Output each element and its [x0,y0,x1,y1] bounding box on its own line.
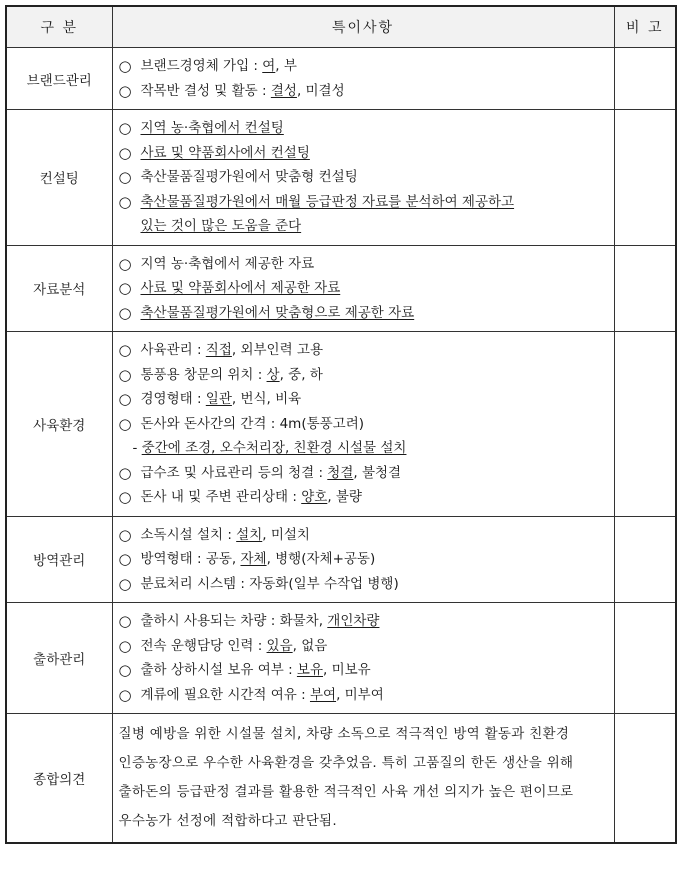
circle-bullet-icon: ○ [118,81,132,100]
category-label: 방역관리 [6,516,112,603]
list-item [119,634,608,659]
dash-marker: - [132,440,138,456]
item-segment: 축산물품질평가원에서 맞춤형 컨설팅 [140,169,358,185]
list-item [119,523,608,548]
circle-bullet-icon: ○ [118,254,132,273]
item-segment: , 부 [275,58,297,74]
item-segment: , 외부인력 고용 [231,342,324,358]
item-text [141,54,297,79]
item-text [141,572,399,597]
item-text [141,141,310,166]
notes-cell [112,332,614,517]
notes-cell [112,245,614,332]
item-segment: 브랜드경영체 가입 : [140,58,263,74]
list-item [119,276,608,301]
item-text [141,276,341,301]
remarks-cell [614,245,676,332]
item-text [141,412,365,437]
header-category: 구 분 [6,6,112,48]
item-text [141,634,328,659]
selected-option: 여 [262,58,276,74]
selected-option: 자체 [240,551,267,567]
summary-label: 종합의견 [6,714,112,844]
item-segment: 돈사와 돈사간의 간격 : 4m(통풍고려) [140,415,365,432]
selected-option: 직접 [205,342,232,358]
header-notes: 특이사항 [112,6,614,48]
selected-option: 양호 [301,489,328,505]
category-label: 컨설팅 [6,110,112,246]
list-item [119,363,608,388]
item-text [141,165,358,190]
summary-row [6,714,676,844]
item-text [119,214,302,239]
list-item [119,485,608,510]
item-segment: 출하 상하시설 보유 여부 : [140,662,297,678]
item-segment: , 미설치 [262,526,310,543]
circle-bullet-icon: ○ [118,488,132,506]
circle-bullet-icon: ○ [118,341,132,359]
item-segment: 지역 농·축협에서 제공한 자료 [140,255,315,272]
notes-cell [112,603,614,714]
remarks-cell [614,48,676,110]
selected-option: 축산물품질평가원에서 매월 등급판정 자료를 분석하여 제공하고 [140,193,515,210]
selected-option: 보유 [296,662,324,678]
item-segment: 돈사 내 및 주변 관리상태 : [140,489,302,505]
list-item [119,461,608,486]
circle-bullet-icon: ○ [118,168,132,186]
list-item [119,190,608,215]
circle-bullet-icon: ○ [118,192,132,211]
item-segment: 통풍용 창문의 위치 : [140,366,267,383]
circle-bullet-icon: ○ [118,57,132,75]
selected-option: 설치 [236,526,263,543]
item-text [141,363,323,388]
item-segment: 급수조 및 사료관리 등의 청결 : [140,464,328,481]
circle-bullet-icon: ○ [118,550,132,568]
circle-bullet-icon: ○ [118,390,132,408]
item-segment: 방역형태 : 공동, [140,551,241,567]
table-row [6,516,676,603]
selected-option: 상 [266,366,280,383]
list-item [119,301,608,326]
selected-option: 지역 농·축협에서 컨설팅 [140,120,284,136]
category-label: 자료분석 [6,245,112,332]
item-segment: 소독시설 설치 : [140,526,237,543]
remarks-cell [614,110,676,246]
header-remarks: 비 고 [614,6,676,48]
item-text [141,658,371,683]
table-body [6,48,676,844]
selected-option: 개인차량 [327,613,380,629]
list-item [119,572,608,597]
item-segment: , 불량 [327,489,362,505]
list-item [119,609,608,634]
circle-bullet-icon: ○ [118,574,132,593]
item-text [141,547,376,572]
item-segment: , 중, 하 [279,366,323,383]
circle-bullet-icon: ○ [118,636,132,655]
circle-bullet-icon: ○ [118,119,132,137]
selected-option: 있는 것이 많은 도움을 준다 [140,218,302,234]
list-item [119,436,608,461]
selected-option: 결성 [270,82,297,99]
item-segment: , 미부여 [336,686,384,703]
list-item [119,387,608,412]
item-segment: 계류에 필요한 시간적 여유 : [140,686,310,703]
item-segment: 출하시 사용되는 차량 : 화물차, [140,613,328,629]
category-label: 출하관리 [6,603,112,714]
circle-bullet-icon: ○ [118,143,132,162]
list-item [119,412,608,437]
item-text [141,523,310,548]
item-segment: , 없음 [292,637,328,654]
remarks-cell [614,332,676,517]
item-segment: 작목반 결성 및 활동 : [140,82,271,99]
item-segment: 사육관리 : [140,342,206,358]
summary-cell [112,714,614,844]
list-item [119,116,608,141]
list-item [119,683,608,708]
item-text [141,609,380,634]
item-text [141,252,315,277]
item-text [142,436,407,461]
item-text [141,338,324,363]
item-text [141,190,515,215]
item-text [141,116,284,141]
remarks-cell [614,516,676,603]
table-row [6,110,676,246]
remarks-cell [614,603,676,714]
item-text [141,461,402,486]
circle-bullet-icon: ○ [118,365,132,384]
evaluation-table [5,5,677,844]
item-text [141,387,302,412]
list-item [119,54,608,79]
selected-option: 부여 [309,686,337,703]
selected-option: 사료 및 약품회사에서 제공한 자료 [140,280,341,296]
list-item [119,547,608,572]
circle-bullet-icon: ○ [118,303,132,322]
item-segment: , 병행(자체+공동) [266,551,376,567]
circle-bullet-icon: ○ [118,661,132,679]
circle-bullet-icon: ○ [118,685,132,704]
table-row [6,245,676,332]
notes-cell [112,48,614,110]
table-row [6,48,676,110]
selected-option: 사료 및 약품회사에서 컨설팅 [140,144,310,161]
summary-text: 질병 예방을 위한 시설물 설치, 차량 소독으로 적극적인 방역 활동과 친환경 인증농장으로 우수한 사육환경을 갖추었음. 특히 고품질의 한돈 생산을 위해 출하돈의 등급판정 결과를 활용한 적극적인 사육 개선 의지가 높은 편이므로 우수농가 선정에 적합하다고 판단됨. [118,726,574,829]
circle-bullet-icon: ○ [118,414,132,433]
selected-option: 중간에 조경, 오수처리장, 친환경 시설물 설치 [141,440,407,456]
list-item [119,79,608,104]
list-item [119,165,608,190]
category-label: 브랜드관리 [6,48,112,110]
item-segment: 전속 운행담당 인력 : [140,637,267,654]
notes-cell [112,516,614,603]
circle-bullet-icon: ○ [118,463,132,482]
selected-option: 청결 [327,464,354,481]
item-segment: 경영형태 : [140,391,206,407]
item-text [141,79,345,104]
item-text [141,485,362,510]
header-row [6,6,676,48]
table-row [6,332,676,517]
item-segment: 분료처리 시스템 : 자동화(일부 수작업 병행) [140,575,399,592]
table-row [6,603,676,714]
list-item [119,214,608,239]
selected-option: 축산물품질평가원에서 맞춤형으로 제공한 자료 [140,304,415,321]
summary-remarks [614,714,676,844]
list-item [119,338,608,363]
item-segment: , 번식, 비육 [231,391,302,407]
item-text [141,683,384,708]
selected-option: 일관 [205,391,232,407]
item-segment: , 미결성 [296,82,345,99]
item-text [141,301,415,326]
circle-bullet-icon: ○ [118,525,132,544]
notes-cell [112,110,614,246]
list-item [119,252,608,277]
item-segment: , 미보유 [323,662,371,678]
circle-bullet-icon: ○ [118,279,132,297]
list-item [119,658,608,683]
category-label: 사육환경 [6,332,112,517]
selected-option: 있음 [266,637,293,654]
circle-bullet-icon: ○ [118,612,132,630]
list-item [119,141,608,166]
item-segment: , 불청결 [353,464,402,481]
